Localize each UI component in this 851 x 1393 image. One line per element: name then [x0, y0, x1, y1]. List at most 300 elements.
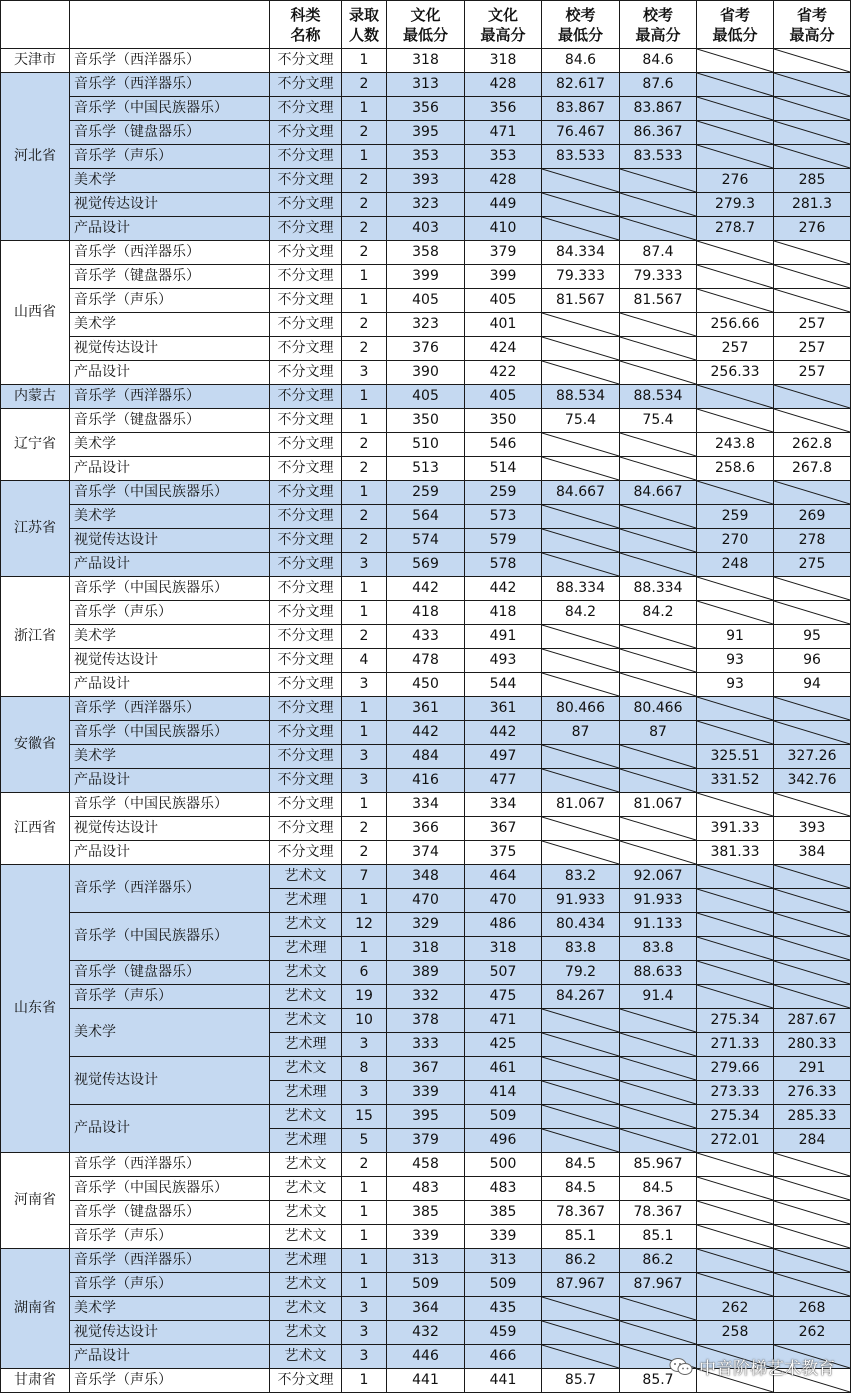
school-max-cell [620, 1105, 697, 1129]
category-cell: 不分文理 [270, 73, 342, 97]
table-row [1, 1249, 851, 1273]
culture-max-cell: 509 [465, 1273, 542, 1297]
culture-max-cell: 470 [465, 889, 542, 913]
school-max-cell [620, 433, 697, 457]
culture-max-cell: 441 [465, 1369, 542, 1393]
school-min-cell: 87.967 [542, 1273, 620, 1297]
school-max-cell: 81.567 [620, 289, 697, 313]
provincial-max-cell [774, 145, 851, 169]
school-max-cell [620, 313, 697, 337]
admitted-count-cell: 5 [342, 1129, 387, 1153]
culture-min-cell: 483 [387, 1177, 465, 1201]
diagonal-slash [774, 121, 850, 144]
diagonal-slash [697, 913, 773, 936]
header-category [270, 1, 342, 49]
school-min-cell [542, 1009, 620, 1033]
culture-min-cell: 478 [387, 649, 465, 673]
admitted-count-cell: 1 [342, 385, 387, 409]
provincial-max-cell [774, 961, 851, 985]
category-cell: 艺术理 [270, 1249, 342, 1273]
table-row [1, 985, 851, 1009]
culture-min-cell: 405 [387, 289, 465, 313]
table-row [1, 649, 851, 673]
provincial-min-cell: 243.8 [697, 433, 774, 457]
diagonal-slash [774, 145, 850, 168]
provincial-max-cell [774, 385, 851, 409]
table-row [1, 841, 851, 865]
major-cell: 产品设计 [70, 769, 270, 793]
provincial-max-cell [774, 73, 851, 97]
province-cell: 内蒙古 [1, 385, 70, 409]
school-min-cell [542, 169, 620, 193]
provincial-min-cell [697, 889, 774, 913]
provincial-min-cell: 258.6 [697, 457, 774, 481]
admitted-count-cell: 7 [342, 865, 387, 889]
diagonal-slash [542, 673, 619, 696]
school-min-cell [542, 529, 620, 553]
category-cell: 艺术文 [270, 1273, 342, 1297]
category-cell: 艺术文 [270, 913, 342, 937]
diagonal-slash [774, 265, 850, 288]
school-min-cell [542, 433, 620, 457]
school-max-cell [620, 553, 697, 577]
major-cell: 音乐学（中国民族器乐） [70, 577, 270, 601]
admitted-count-cell: 2 [342, 625, 387, 649]
provincial-max-cell [774, 1153, 851, 1177]
school-max-cell: 91.933 [620, 889, 697, 913]
table-row [1, 73, 851, 97]
provincial-min-cell: 262 [697, 1297, 774, 1321]
culture-min-cell: 418 [387, 601, 465, 625]
culture-min-cell: 390 [387, 361, 465, 385]
diagonal-slash [542, 457, 619, 480]
diagonal-slash [542, 361, 619, 384]
diagonal-slash [542, 529, 619, 552]
provincial-min-cell [697, 121, 774, 145]
table-row [1, 865, 851, 889]
diagonal-slash [697, 481, 773, 504]
table-row [1, 241, 851, 265]
header-label-line: 文化 [487, 5, 518, 24]
province-cell: 山西省 [1, 241, 70, 385]
provincial-min-cell [697, 97, 774, 121]
culture-max-cell: 477 [465, 769, 542, 793]
admitted-count-cell: 2 [342, 433, 387, 457]
diagonal-slash [542, 1057, 619, 1080]
diagonal-slash [542, 1105, 619, 1128]
culture-min-cell: 416 [387, 769, 465, 793]
province-cell: 江西省 [1, 793, 70, 865]
diagonal-slash [620, 1105, 696, 1128]
school-min-cell [542, 1129, 620, 1153]
category-cell: 不分文理 [270, 313, 342, 337]
header-provincial-max [774, 1, 851, 49]
admitted-count-cell: 3 [342, 361, 387, 385]
provincial-min-cell [697, 865, 774, 889]
school-min-cell [542, 841, 620, 865]
diagonal-slash [774, 1177, 850, 1200]
category-cell: 不分文理 [270, 361, 342, 385]
diagonal-slash [697, 601, 773, 624]
category-cell: 不分文理 [270, 817, 342, 841]
provincial-min-cell [697, 481, 774, 505]
admitted-count-cell: 2 [342, 457, 387, 481]
culture-max-cell: 509 [465, 1105, 542, 1129]
culture-max-cell: 578 [465, 553, 542, 577]
major-cell: 视觉传达设计 [70, 193, 270, 217]
diagonal-slash [542, 217, 619, 240]
admitted-count-cell: 2 [342, 313, 387, 337]
diagonal-slash [697, 889, 773, 912]
culture-min-cell: 361 [387, 697, 465, 721]
school-max-cell [620, 361, 697, 385]
culture-min-cell: 442 [387, 721, 465, 745]
diagonal-slash [697, 1225, 773, 1248]
diagonal-slash [620, 337, 696, 360]
school-max-cell: 83.533 [620, 145, 697, 169]
category-cell: 艺术文 [270, 1297, 342, 1321]
province-cell: 江苏省 [1, 481, 70, 577]
school-min-cell [542, 769, 620, 793]
category-cell: 不分文理 [270, 289, 342, 313]
provincial-min-cell: 93 [697, 673, 774, 697]
major-cell: 视觉传达设计 [70, 1321, 270, 1345]
header-label-line: 最低分 [712, 25, 758, 44]
diagonal-slash [697, 1249, 773, 1272]
school-max-cell [620, 193, 697, 217]
diagonal-slash [774, 937, 850, 960]
culture-min-cell: 318 [387, 49, 465, 73]
major-cell: 音乐学（键盘器乐） [70, 1201, 270, 1225]
school-min-cell [542, 1105, 620, 1129]
major-cell: 音乐学（中国民族器乐） [70, 481, 270, 505]
culture-max-cell: 496 [465, 1129, 542, 1153]
category-cell: 不分文理 [270, 793, 342, 817]
major-cell: 美术学 [70, 625, 270, 649]
diagonal-slash [697, 385, 773, 408]
provincial-max-cell: 280.33 [774, 1033, 851, 1057]
diagonal-slash [620, 1057, 696, 1080]
category-cell: 不分文理 [270, 457, 342, 481]
diagonal-slash [542, 841, 619, 864]
school-min-cell [542, 505, 620, 529]
header-label-line: 名称 [290, 25, 321, 44]
header-label-line: 最高分 [635, 25, 681, 44]
culture-min-cell: 358 [387, 241, 465, 265]
diagonal-slash [697, 961, 773, 984]
school-min-cell: 79.333 [542, 265, 620, 289]
admitted-count-cell: 2 [342, 1153, 387, 1177]
admitted-count-cell: 2 [342, 169, 387, 193]
school-min-cell: 84.5 [542, 1177, 620, 1201]
category-cell: 艺术文 [270, 961, 342, 985]
school-max-cell: 85.7 [620, 1369, 697, 1393]
school-min-cell [542, 553, 620, 577]
school-min-cell: 76.467 [542, 121, 620, 145]
diagonal-slash [774, 49, 850, 72]
provincial-min-cell: 275.34 [697, 1105, 774, 1129]
admitted-count-cell: 3 [342, 1321, 387, 1345]
header-label-line: 校考 [565, 5, 596, 24]
school-max-cell [620, 337, 697, 361]
provincial-min-cell [697, 577, 774, 601]
diagonal-slash [542, 1033, 619, 1056]
major-cell: 音乐学（声乐） [70, 1225, 270, 1249]
provincial-min-cell: 93 [697, 649, 774, 673]
diagonal-slash [620, 1033, 696, 1056]
provincial-max-cell: 268 [774, 1297, 851, 1321]
school-max-cell: 80.466 [620, 697, 697, 721]
school-max-cell [620, 529, 697, 553]
provincial-min-cell [697, 721, 774, 745]
provincial-min-cell: 257 [697, 337, 774, 361]
school-min-cell [542, 625, 620, 649]
major-cell: 视觉传达设计 [70, 1057, 270, 1105]
school-max-cell [620, 625, 697, 649]
school-min-cell [542, 193, 620, 217]
province-cell: 河北省 [1, 73, 70, 241]
culture-min-cell: 332 [387, 985, 465, 1009]
school-max-cell: 87.6 [620, 73, 697, 97]
culture-max-cell: 379 [465, 241, 542, 265]
header-culture-min [387, 1, 465, 49]
school-min-cell: 79.2 [542, 961, 620, 985]
provincial-max-cell: 384 [774, 841, 851, 865]
culture-max-cell: 339 [465, 1225, 542, 1249]
culture-max-cell: 318 [465, 937, 542, 961]
provincial-min-cell [697, 697, 774, 721]
major-cell: 美术学 [70, 1009, 270, 1057]
diagonal-slash [620, 1297, 696, 1320]
admitted-count-cell: 1 [342, 49, 387, 73]
table-row [1, 1177, 851, 1201]
admitted-count-cell: 3 [342, 1033, 387, 1057]
culture-min-cell: 458 [387, 1153, 465, 1177]
admitted-count-cell: 1 [342, 793, 387, 817]
diagonal-slash [774, 697, 850, 720]
table-row [1, 577, 851, 601]
major-cell: 音乐学（键盘器乐） [70, 265, 270, 289]
diagonal-slash [620, 169, 696, 192]
diagonal-slash [774, 601, 850, 624]
admitted-count-cell: 1 [342, 145, 387, 169]
diagonal-slash [697, 409, 773, 432]
header-label-line: 省考 [719, 5, 750, 24]
admitted-count-cell: 8 [342, 1057, 387, 1081]
culture-min-cell: 364 [387, 1297, 465, 1321]
culture-max-cell: 367 [465, 817, 542, 841]
culture-min-cell: 385 [387, 1201, 465, 1225]
school-max-cell [620, 217, 697, 241]
category-cell: 不分文理 [270, 145, 342, 169]
provincial-max-cell [774, 793, 851, 817]
major-cell: 产品设计 [70, 673, 270, 697]
admitted-count-cell: 2 [342, 121, 387, 145]
major-cell: 音乐学（西洋器乐） [70, 385, 270, 409]
provincial-max-cell [774, 721, 851, 745]
diagonal-slash [542, 553, 619, 576]
category-cell: 不分文理 [270, 745, 342, 769]
provincial-max-cell [774, 937, 851, 961]
culture-max-cell: 544 [465, 673, 542, 697]
diagonal-slash [620, 553, 696, 576]
table-row [1, 361, 851, 385]
culture-min-cell: 393 [387, 169, 465, 193]
category-cell: 不分文理 [270, 505, 342, 529]
admitted-count-cell: 3 [342, 1297, 387, 1321]
category-cell: 不分文理 [270, 625, 342, 649]
provincial-max-cell: 257 [774, 313, 851, 337]
culture-max-cell: 410 [465, 217, 542, 241]
culture-max-cell: 442 [465, 721, 542, 745]
diagonal-slash [774, 409, 850, 432]
table-row [1, 481, 851, 505]
major-cell: 产品设计 [70, 1345, 270, 1369]
category-cell: 不分文理 [270, 49, 342, 73]
diagonal-slash [542, 769, 619, 792]
school-max-cell: 83.867 [620, 97, 697, 121]
diagonal-slash [542, 337, 619, 360]
table-row [1, 601, 851, 625]
culture-max-cell: 414 [465, 1081, 542, 1105]
provincial-min-cell [697, 601, 774, 625]
header-label-line: 最低分 [557, 25, 603, 44]
diagonal-slash [542, 625, 619, 648]
school-max-cell: 84.667 [620, 481, 697, 505]
diagonal-slash [774, 241, 850, 264]
culture-min-cell: 329 [387, 913, 465, 937]
diagonal-slash [542, 817, 619, 840]
diagonal-slash [620, 217, 696, 240]
major-cell: 产品设计 [70, 1105, 270, 1153]
table-row [1, 385, 851, 409]
school-max-cell: 87 [620, 721, 697, 745]
province-cell: 湖南省 [1, 1249, 70, 1369]
diagonal-slash [697, 793, 773, 816]
provincial-max-cell: 96 [774, 649, 851, 673]
school-max-cell [620, 817, 697, 841]
culture-min-cell: 378 [387, 1009, 465, 1033]
category-cell: 不分文理 [270, 385, 342, 409]
school-min-cell [542, 1321, 620, 1345]
school-max-cell [620, 673, 697, 697]
table-row [1, 1009, 851, 1033]
school-max-cell: 91.133 [620, 913, 697, 937]
school-max-cell: 86.367 [620, 121, 697, 145]
table-row [1, 193, 851, 217]
major-cell: 美术学 [70, 505, 270, 529]
culture-max-cell: 471 [465, 121, 542, 145]
school-min-cell: 84.5 [542, 1153, 620, 1177]
provincial-max-cell [774, 697, 851, 721]
admitted-count-cell: 2 [342, 817, 387, 841]
culture-max-cell: 422 [465, 361, 542, 385]
header-province [1, 1, 70, 49]
table-row [1, 961, 851, 985]
diagonal-slash [542, 1321, 619, 1344]
diagonal-slash [774, 481, 850, 504]
culture-max-cell: 401 [465, 313, 542, 337]
provincial-max-cell: 276 [774, 217, 851, 241]
culture-min-cell: 510 [387, 433, 465, 457]
province-cell: 甘肃省 [1, 1369, 70, 1393]
table-row [1, 1273, 851, 1297]
diagonal-slash [774, 913, 850, 936]
provincial-min-cell: 278.7 [697, 217, 774, 241]
category-cell: 艺术理 [270, 937, 342, 961]
culture-min-cell: 509 [387, 1273, 465, 1297]
admitted-count-cell: 1 [342, 1249, 387, 1273]
major-cell: 音乐学（键盘器乐） [70, 409, 270, 433]
school-min-cell [542, 817, 620, 841]
provincial-max-cell: 287.67 [774, 1009, 851, 1033]
diagonal-slash [774, 865, 850, 888]
provincial-max-cell [774, 865, 851, 889]
school-min-cell: 91.933 [542, 889, 620, 913]
admitted-count-cell: 1 [342, 97, 387, 121]
provincial-max-cell [774, 121, 851, 145]
school-max-cell: 88.534 [620, 385, 697, 409]
diagonal-slash [697, 1177, 773, 1200]
admitted-count-cell: 1 [342, 409, 387, 433]
diagonal-slash [697, 985, 773, 1008]
admitted-count-cell: 3 [342, 673, 387, 697]
table-row [1, 697, 851, 721]
culture-min-cell: 433 [387, 625, 465, 649]
provincial-min-cell: 275.34 [697, 1009, 774, 1033]
major-cell: 音乐学（键盘器乐） [70, 961, 270, 985]
diagonal-slash [774, 1249, 850, 1272]
provincial-min-cell: 248 [697, 553, 774, 577]
school-min-cell [542, 361, 620, 385]
major-cell: 美术学 [70, 1297, 270, 1321]
school-min-cell [542, 673, 620, 697]
school-max-cell: 84.6 [620, 49, 697, 73]
culture-max-cell: 486 [465, 913, 542, 937]
school-max-cell: 81.067 [620, 793, 697, 817]
category-cell: 艺术理 [270, 1033, 342, 1057]
header-school-max [620, 1, 697, 49]
culture-max-cell: 399 [465, 265, 542, 289]
table-row [1, 265, 851, 289]
school-max-cell: 92.067 [620, 865, 697, 889]
table-row [1, 121, 851, 145]
culture-min-cell: 356 [387, 97, 465, 121]
category-cell: 不分文理 [270, 409, 342, 433]
culture-min-cell: 405 [387, 385, 465, 409]
school-max-cell: 85.967 [620, 1153, 697, 1177]
admitted-count-cell: 2 [342, 337, 387, 361]
diagonal-slash [774, 1273, 850, 1296]
diagonal-slash [697, 121, 773, 144]
school-max-cell [620, 1033, 697, 1057]
province-cell: 辽宁省 [1, 409, 70, 481]
school-max-cell: 87.4 [620, 241, 697, 265]
diagonal-slash [774, 961, 850, 984]
category-cell: 不分文理 [270, 337, 342, 361]
provincial-max-cell: 291 [774, 1057, 851, 1081]
diagonal-slash [620, 841, 696, 864]
school-min-cell: 85.1 [542, 1225, 620, 1249]
school-min-cell: 84.667 [542, 481, 620, 505]
school-max-cell [620, 169, 697, 193]
provincial-max-cell [774, 289, 851, 313]
major-cell: 音乐学（中国民族器乐） [70, 1177, 270, 1201]
culture-max-cell: 507 [465, 961, 542, 985]
provincial-max-cell: 95 [774, 625, 851, 649]
provincial-max-cell [774, 97, 851, 121]
provincial-max-cell: 269 [774, 505, 851, 529]
